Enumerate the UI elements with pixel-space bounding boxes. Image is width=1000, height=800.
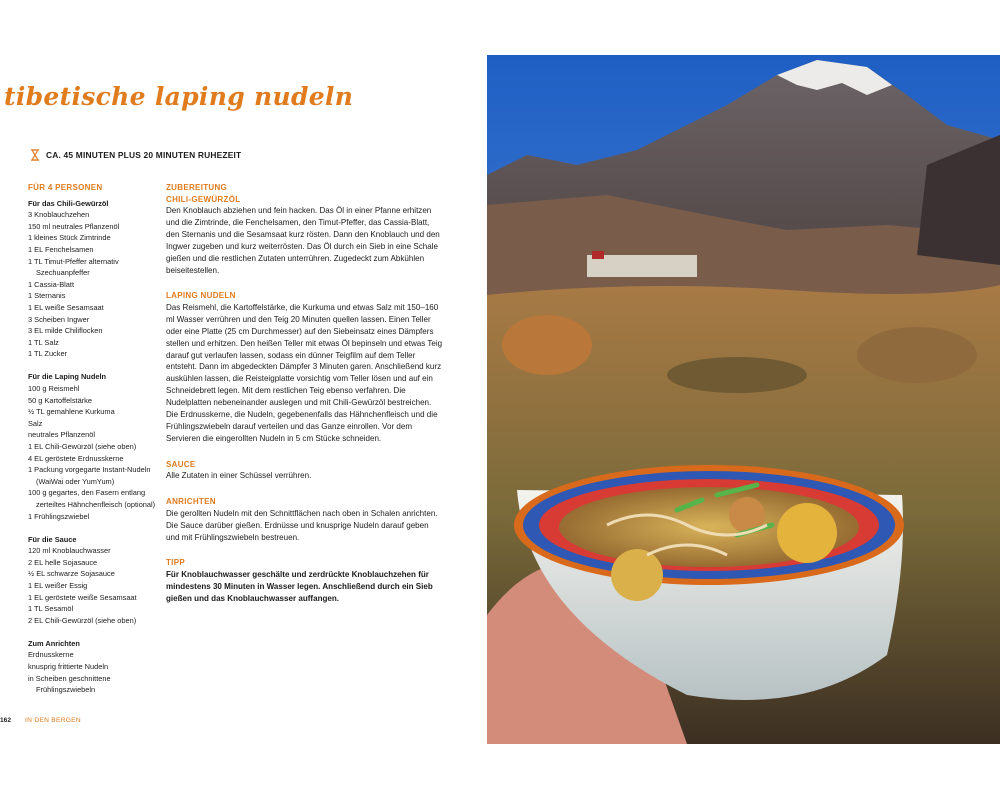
ingredient-group-title: Für die Laping Nudeln xyxy=(28,372,107,382)
ingredient-item: knusprig frittierte Nudeln xyxy=(28,662,109,672)
ingredient-item: 3 EL milde Chiliflocken xyxy=(28,326,103,336)
ingredient-item: 1 kleines Stück Zimtrinde xyxy=(28,233,111,243)
section-text: Das Reismehl, die Kartoffelstärke, die Kurkuma und etwas Salz mit 150–160 ml Wasser verrühren und den Teig 20 Minuten quellen lassen. Einen Teller oder eine Platte (25 cm Durchmesser) auf den Siebeinsatz eines Dämpfers stellen und erhitzen. Den heißen Teller mit etwas Öl bepinseln und etwas Teig darauf gut verlaufen lassen, sodass ein dünner Teigfilm auf dem Teller entsteht. Dann im abgedeckten Dämpfer 3 Minuten garen. Anschließend kurz auskühlen lassen, die Reisteigplatte vorsichtig vom Teller lösen und auf ein Schneidebrett legen. Mit dem restlichen Teig ebenso verfahren. Die Nudelplatten nebeneinander auslegen und mit Chili-Gewürzöl bestreichen. Die Erdnusskerne, die Nudeln, gegebenenfalls das Hähnchenfleisch und die Frühlingszwiebeln darauf verteilen und das Ganze einrollen. Vor dem Servieren die eingerollten Nudeln in 5 cm Stücke schneiden. xyxy=(166,302,443,443)
ingredient-item: 1 TL Sesamöl xyxy=(28,604,74,614)
ingredient-item: ½ TL gemahlene Kurkuma xyxy=(28,407,115,417)
time-text: CA. 45 MINUTEN PLUS 20 MINUTEN RUHEZEIT xyxy=(46,150,242,160)
ingredient-group-title: Für die Sauce xyxy=(28,534,77,544)
ingredient-groups xyxy=(28,198,156,696)
ingredient-group xyxy=(28,638,156,696)
page-footer xyxy=(0,717,81,724)
ingredient-item: neutrales Pflanzenöl xyxy=(28,430,95,440)
ingredient-item: in Scheiben geschnittene Frühlingszwiebeln xyxy=(28,673,111,695)
ingredient-item: 1 EL Fenchelsamen xyxy=(28,244,94,254)
preparation-column xyxy=(166,182,444,619)
ingredient-item: 3 Knoblauchzehen xyxy=(28,210,90,220)
preparation-section xyxy=(166,459,444,482)
ingredient-item: 2 EL helle Sojasauce xyxy=(28,557,98,567)
ingredient-item: 120 ml Knoblauchwasser xyxy=(28,546,111,556)
ingredient-item: 1 TL Salz xyxy=(28,337,59,347)
ingredient-group-title: Für das Chili-Gewürzöl xyxy=(28,198,109,208)
ingredient-item: 1 TL Zucker xyxy=(28,349,68,359)
ingredient-group xyxy=(28,198,156,360)
section-title: ANRICHTEN xyxy=(166,497,216,507)
preparation-sections xyxy=(166,194,444,544)
preparation-heading: ZUBEREITUNG xyxy=(166,183,228,192)
section-text: Die gerollten Nudeln mit den Schnittflächen nach oben in Schalen anrichten. Die Sauce darüber gießen. Erdnüsse und knusprige Nudeln darauf geben und mit Frühlingszwiebeln bestreuen. xyxy=(166,508,438,542)
section-text: Den Knoblauch abziehen und fein hacken. Das Öl in einer Pfanne erhitzen und die Zimtrinde, die Fenchelsamen, den Timut-Pfeffer, das Cassia-Blatt, den Sternanis und die Sesamsaat kurz rösten. Dann den Knoblauch und den Ingwer zugeben und kurz weiterrösten. Das Öl durch ein Sieb in eine Schale gießen und die restlichen Zutaten unterrühren. Zugedeckt zum Abkühlen beiseitestellen. xyxy=(166,206,440,275)
ingredient-item: 1 Cassia-Blatt xyxy=(28,279,75,289)
ingredient-item: 1 EL Chili-Gewürzöl (siehe oben) xyxy=(28,441,137,451)
preparation-section xyxy=(166,194,444,277)
recipe-title: tibetische laping nudeln xyxy=(4,82,354,111)
tip-box xyxy=(166,557,444,604)
ingredient-item: 100 g Reismehl xyxy=(28,384,80,393)
food-photo xyxy=(487,55,1000,744)
ingredient-item: 1 EL geröstete weiße Sesamsaat xyxy=(28,592,137,602)
section-title: SAUCE xyxy=(166,459,196,469)
ingredient-item: 1 TL Timut-Pfeffer alternativ Szechuanpfeffer xyxy=(28,256,119,278)
ingredient-group-title: Zum Anrichten xyxy=(28,638,80,648)
preparation-section xyxy=(166,496,444,543)
time-info xyxy=(30,149,241,161)
ingredient-item: 1 EL weißer Essig xyxy=(28,581,88,590)
ingredient-item: 150 ml neutrales Pflanzenöl xyxy=(28,221,120,231)
ingredient-item: 1 Packung vorgegarte Instant-Nudeln (WaiWai oder YumYum) xyxy=(28,465,151,486)
tip-heading: TIPP xyxy=(166,558,185,568)
ingredient-item: 3 Scheiben Ingwer xyxy=(28,314,90,324)
preparation-section xyxy=(166,290,444,444)
tip-text: Für Knoblauchwasser geschälte und zerdrückte Knoblauchzehen für mindestens 30 Minuten in Wasser legen. Anschließend durch ein Sieb gießen und das Knoblauchwasser auffangen. xyxy=(166,569,433,603)
ingredient-item: 1 Frühlingszwiebel xyxy=(28,511,90,521)
ingredients-column xyxy=(28,182,156,707)
ingredient-item: ½ EL schwarze Sojasauce xyxy=(28,569,115,579)
page-number: 162 xyxy=(0,717,12,724)
servings-heading: FÜR 4 PERSONEN xyxy=(28,183,103,192)
ingredient-group xyxy=(28,371,156,522)
section-text: Alle Zutaten in einer Schüssel verrühren. xyxy=(166,471,312,481)
ingredient-group xyxy=(28,534,156,627)
ingredient-item: Salz xyxy=(28,418,43,428)
section-title: CHILI-GEWÜRZÖL xyxy=(166,194,241,204)
ingredient-item: 1 EL weiße Sesamsaat xyxy=(28,302,104,312)
ingredient-item: 1 Sternanis xyxy=(28,291,66,301)
ingredient-item: Erdnusskerne xyxy=(28,650,74,660)
section-title: LAPING NUDELN xyxy=(166,291,236,301)
chapter-name: IN DEN BERGEN xyxy=(25,717,81,724)
mountain-scene-illustration xyxy=(487,55,1000,744)
ingredient-item: 4 EL geröstete Erdnusskerne xyxy=(28,453,124,463)
ingredient-item: 2 EL Chili-Gewürzöl (siehe oben) xyxy=(28,615,137,625)
hourglass-icon xyxy=(30,149,40,161)
ingredient-item: 100 g gegartes, den Fasern entlang zerteiltes Hähnchenfleisch (optional) xyxy=(28,488,156,509)
ingredient-item: 50 g Kartoffelstärke xyxy=(28,395,92,405)
